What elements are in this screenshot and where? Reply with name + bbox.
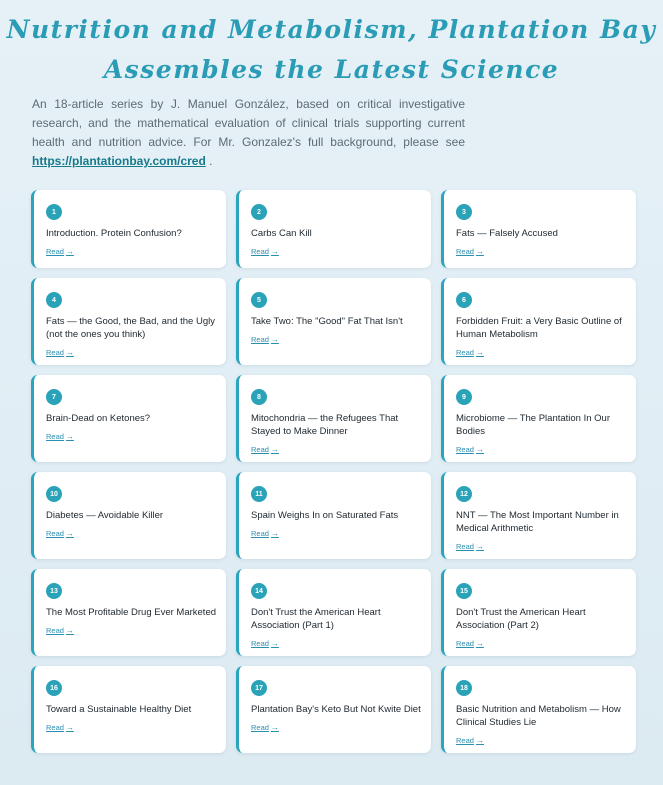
article-card[interactable] [236,569,431,656]
page-title-line-2: Assembles the Latest Science [103,55,560,84]
read-link[interactable] [46,348,74,357]
read-link[interactable] [251,529,279,538]
article-card[interactable] [441,375,636,462]
arrow-right-icon: → [475,348,484,357]
article-card[interactable] [31,472,226,559]
article-title: Brain-Dead on Ketones? [46,413,151,424]
article-title: Don't Trust the American Heart Association (Part 1) [251,607,381,631]
read-link-label: Read [456,639,474,648]
arrow-right-icon: → [270,529,279,538]
read-link-label: Read [46,626,64,635]
arrow-right-icon: → [65,247,74,256]
intro-paragraph [32,95,465,171]
article-number-badge: 18 [456,680,472,696]
article-card[interactable] [31,569,226,656]
article-title: Plantation Bay's Keto But Not Kwite Diet [251,704,421,715]
read-link[interactable] [251,445,279,454]
article-title: Mitochondria — the Refugees That Stayed to Make Dinner [251,413,399,437]
read-link-label: Read [46,348,64,357]
article-number-badge: 3 [456,204,472,220]
read-link[interactable] [456,736,484,745]
read-link[interactable] [456,348,484,357]
arrow-right-icon: → [475,639,484,648]
read-link[interactable] [251,639,279,648]
read-link[interactable] [456,247,484,256]
article-number-badge: 14 [251,583,267,599]
arrow-right-icon: → [475,542,484,551]
read-link-label: Read [251,335,269,344]
article-title: Toward a Sustainable Healthy Diet [46,704,192,715]
read-link-label: Read [251,723,269,732]
article-card[interactable] [236,666,431,753]
article-number-badge: 8 [251,389,267,405]
read-link-label: Read [456,445,474,454]
article-card[interactable] [31,190,226,268]
page-title [0,10,663,90]
arrow-right-icon: → [65,529,74,538]
article-number-badge: 9 [456,389,472,405]
article-title: Don't Trust the American Heart Association (Part 2) [456,607,586,631]
read-link[interactable] [456,639,484,648]
read-link[interactable] [46,529,74,538]
article-number-badge: 15 [456,583,472,599]
read-link-label: Read [46,723,64,732]
page-title-line-1: Nutrition and Metabolism, Plantation Bay [6,15,657,44]
article-number-badge: 10 [46,486,62,502]
read-link-label: Read [456,542,474,551]
read-link-label: Read [251,247,269,256]
article-card[interactable] [236,375,431,462]
article-number-badge: 7 [46,389,62,405]
read-link[interactable] [456,542,484,551]
intro-text: An 18-article series by J. Manuel González, based on critical investigative research, and the mathematical evaluation of clinical trials supporting current health and nutrition advice. For Mr. Gonzalez's full background, please see [32,97,465,149]
article-grid [31,190,636,763]
article-card[interactable] [441,190,636,268]
article-card[interactable] [236,278,431,365]
arrow-right-icon: → [65,432,74,441]
article-card[interactable] [441,569,636,656]
article-number-badge: 2 [251,204,267,220]
read-link-label: Read [46,432,64,441]
article-card[interactable] [31,278,226,365]
read-link-label: Read [456,736,474,745]
arrow-right-icon: → [475,247,484,256]
read-link-label: Read [46,247,64,256]
read-link-label: Read [456,348,474,357]
article-card[interactable] [236,190,431,268]
read-link[interactable] [46,626,74,635]
read-link[interactable] [456,445,484,454]
intro-suffix: . [205,154,213,168]
article-card[interactable] [441,472,636,559]
article-number-badge: 5 [251,292,267,308]
read-link-label: Read [251,529,269,538]
article-title: Take Two: The "Good" Fat That Isn't [251,316,403,327]
read-link[interactable] [251,723,279,732]
read-link[interactable] [46,432,74,441]
article-card[interactable] [441,278,636,365]
article-number-badge: 11 [251,486,267,502]
read-link-label: Read [456,247,474,256]
article-title: Basic Nutrition and Metabolism — How Clinical Studies Lie [456,704,621,728]
article-title: Fats — the Good, the Bad, and the Ugly (not the ones you think) [46,316,215,340]
article-number-badge: 6 [456,292,472,308]
arrow-right-icon: → [65,626,74,635]
read-link-label: Read [251,445,269,454]
arrow-right-icon: → [270,335,279,344]
article-title: The Most Profitable Drug Ever Marketed [46,607,217,618]
article-title: Fats — Falsely Accused [456,228,558,239]
article-number-badge: 1 [46,204,62,220]
read-link-label: Read [46,529,64,538]
credentials-link[interactable]: https://plantationbay.com/cred [32,154,206,168]
article-number-badge: 13 [46,583,62,599]
read-link[interactable] [251,335,279,344]
arrow-right-icon: → [270,445,279,454]
arrow-right-icon: → [270,247,279,256]
read-link[interactable] [251,247,279,256]
article-number-badge: 16 [46,680,62,696]
read-link[interactable] [46,247,74,256]
arrow-right-icon: → [270,723,279,732]
arrow-right-icon: → [65,723,74,732]
article-title: Introduction. Protein Confusion? [46,228,182,239]
arrow-right-icon: → [270,639,279,648]
article-title: Spain Weighs In on Saturated Fats [251,510,399,521]
article-card[interactable] [31,666,226,753]
article-card[interactable] [31,375,226,462]
article-title: Diabetes — Avoidable Killer [46,510,164,521]
article-title: Carbs Can Kill [251,228,312,239]
arrow-right-icon: → [475,445,484,454]
article-number-badge: 12 [456,486,472,502]
article-card[interactable] [441,666,636,753]
read-link[interactable] [46,723,74,732]
article-number-badge: 4 [46,292,62,308]
arrow-right-icon: → [65,348,74,357]
article-number-badge: 17 [251,680,267,696]
article-title: NNT — The Most Important Number in Medical Arithmetic [456,510,619,534]
article-title: Forbidden Fruit: a Very Basic Outline of Human Metabolism [456,316,622,340]
article-title: Microbiome — The Plantation In Our Bodies [456,413,611,437]
arrow-right-icon: → [475,736,484,745]
read-link-label: Read [251,639,269,648]
article-card[interactable] [236,472,431,559]
